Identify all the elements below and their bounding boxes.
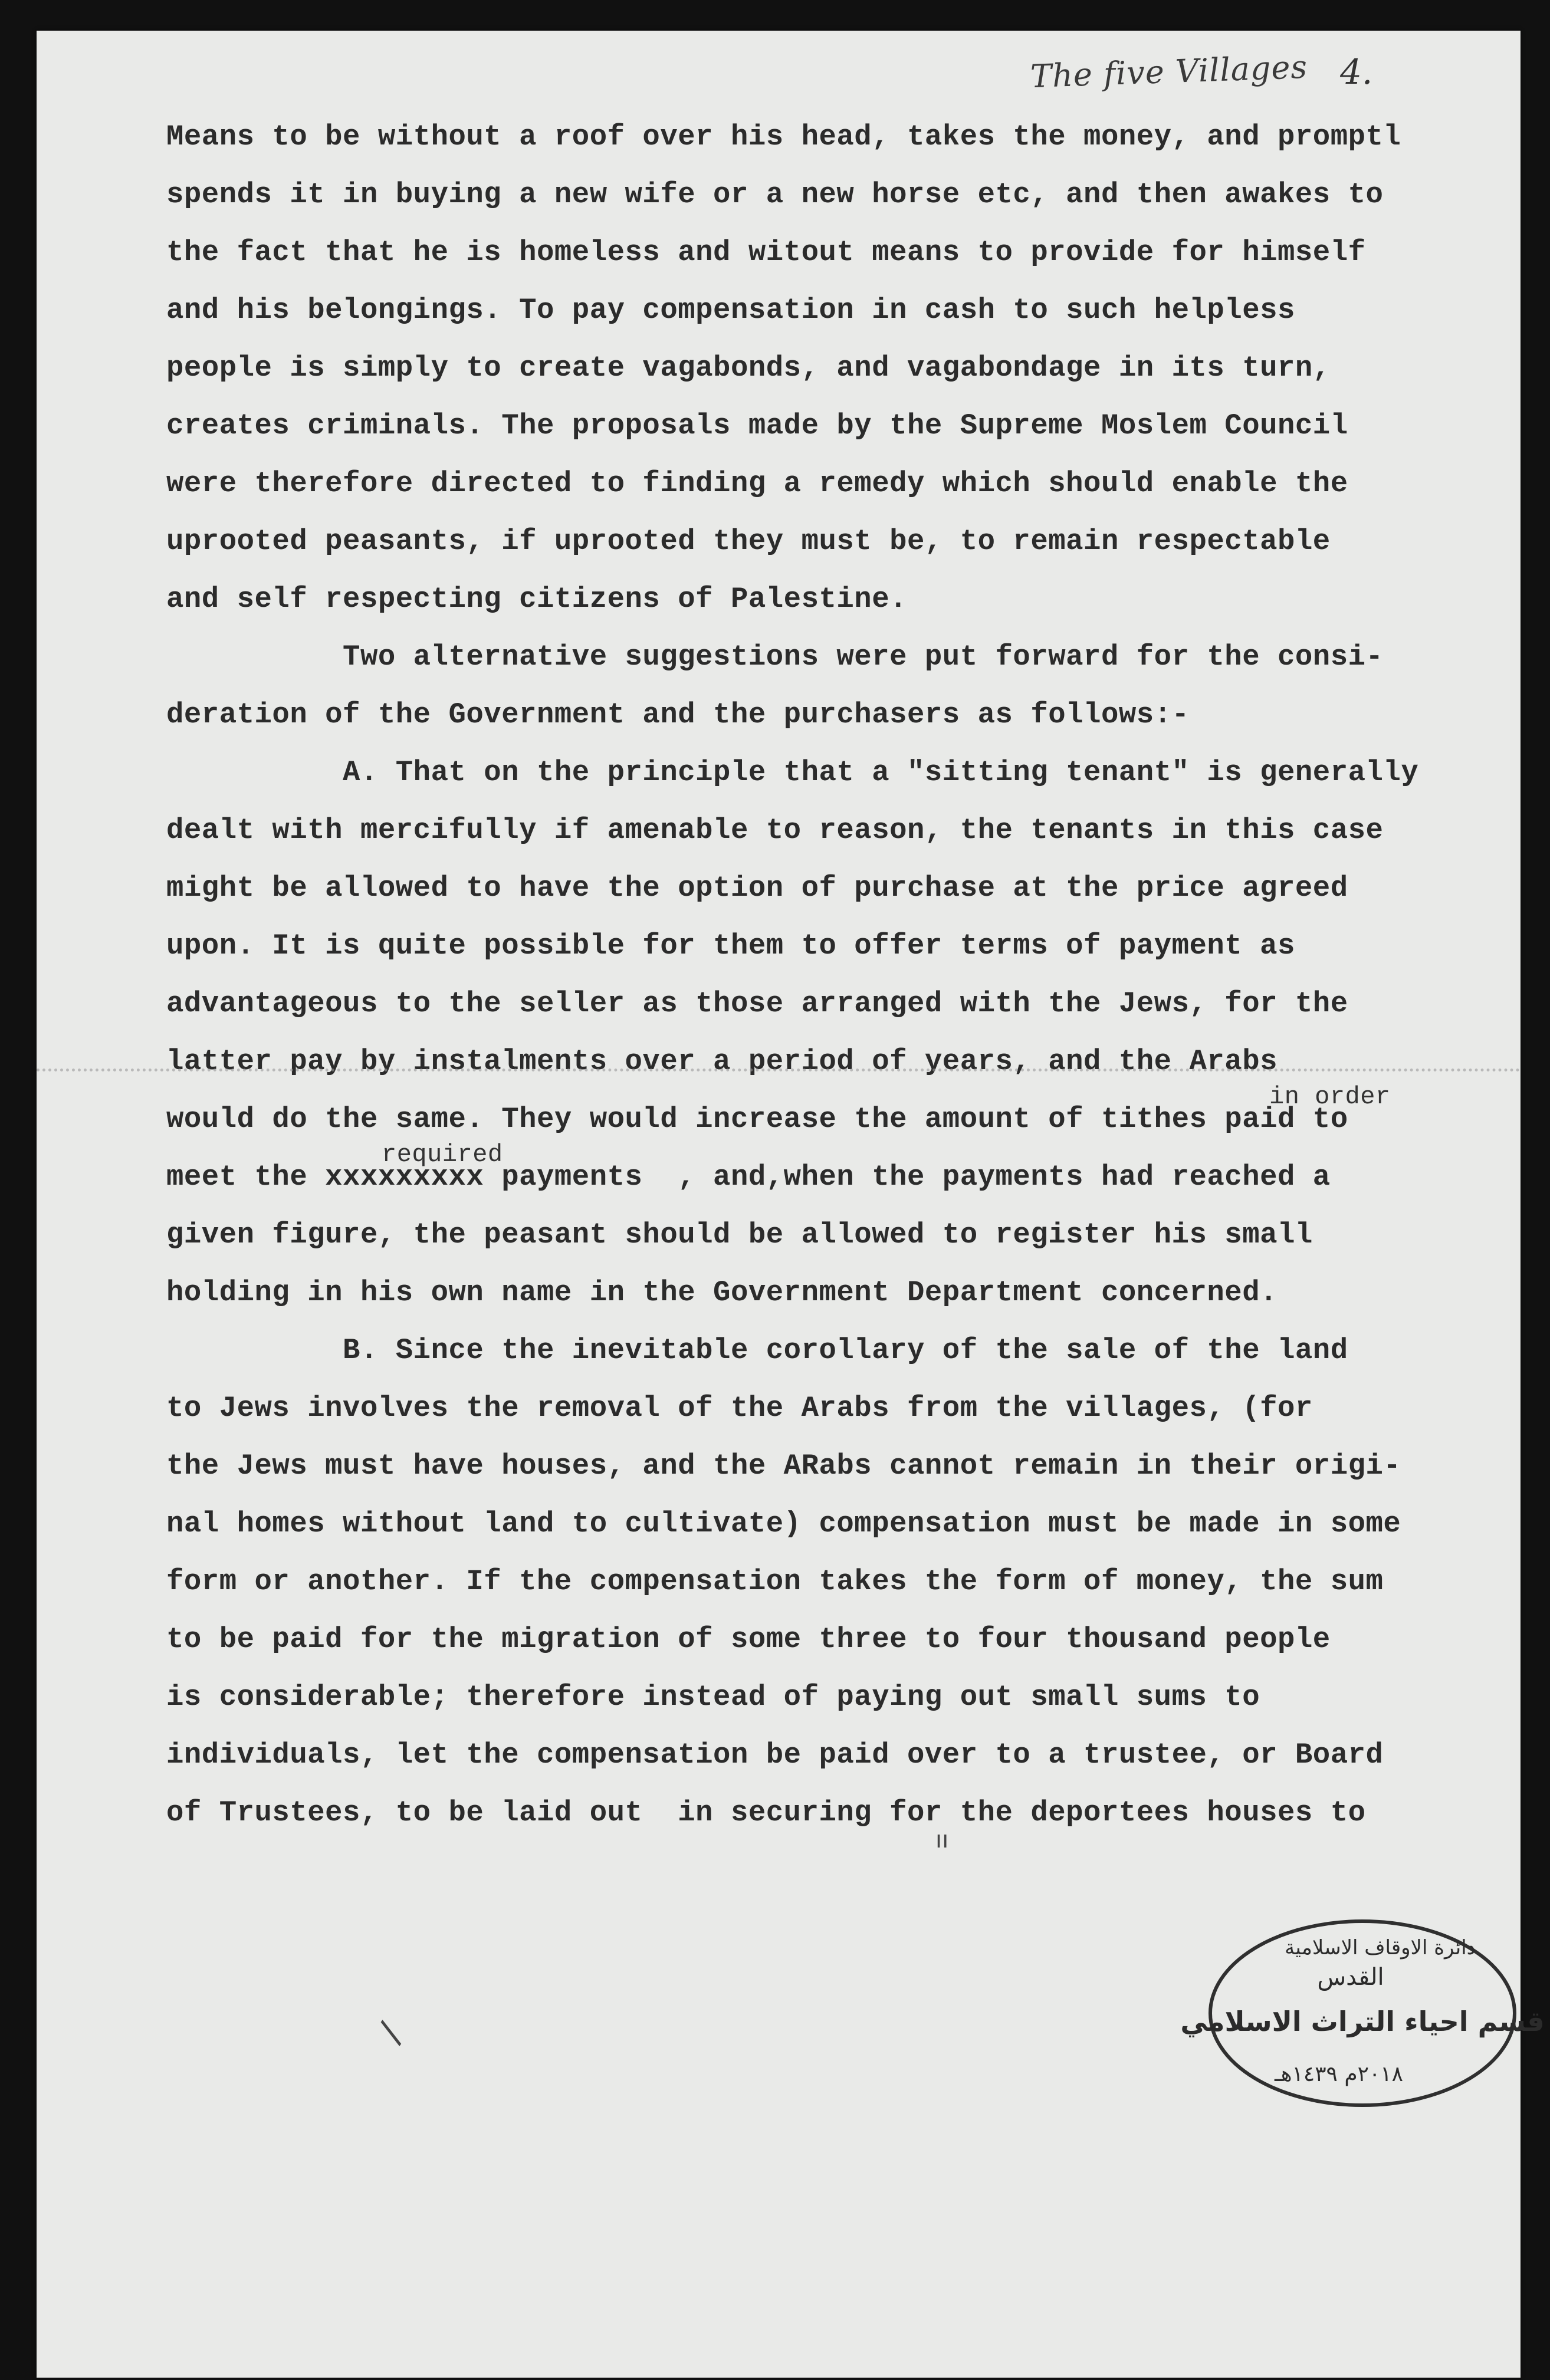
text-line: were therefore directed to finding a remedy which should enable the	[166, 467, 1348, 500]
text-line: the fact that he is homeless and witout means to provide for himself	[166, 236, 1366, 269]
page-number: 4.	[1340, 52, 1373, 92]
text-line: is considerable; therefore instead of paying out small sums to	[166, 1681, 1260, 1714]
text-line: might be allowed to have the option of purchase at the price agreed	[166, 872, 1348, 905]
text-line: deration of the Government and the purchasers as follows:-	[166, 698, 1190, 731]
stamp-line: القدس	[1317, 1964, 1384, 1991]
text-line: and self respecting citizens of Palestine.	[166, 583, 908, 616]
interlinear-insertion: required	[382, 1140, 503, 1169]
text-line: people is simply to create vagabonds, and vagabondage in its turn,	[166, 351, 1331, 384]
text-line: form or another. If the compensation takes the form of money, the sum	[166, 1565, 1384, 1598]
text-line: advantageous to the seller as those arranged with the Jews, for the	[166, 987, 1348, 1020]
text-line: creates criminals. The proposals made by the Supreme Moslem Council	[166, 409, 1348, 442]
text-line: Means to be without a roof over his head, takes the money, and promptl	[166, 120, 1401, 153]
handwritten-annotation: The five Villages	[1030, 48, 1309, 96]
stamp-line: قسم احياء التراث الاسلامي	[1180, 2006, 1545, 2037]
text-line: uprooted peasants, if uprooted they must be, to remain respectable	[166, 525, 1331, 558]
text-line: A. That on the principle that a "sitting tenant" is generally	[166, 756, 1419, 789]
text-line: B. Since the inevitable corollary of the sale of the land	[166, 1334, 1348, 1367]
text-line: would do the same. They would increase the amount of tithes paid to	[166, 1103, 1348, 1136]
stamp-line: ٢٠١٨م ١٤٣٩هـ	[1275, 2062, 1403, 2086]
text-line: Two alternative suggestions were put forward for the consi-	[166, 640, 1384, 673]
text-line: and his belongings. To pay compensation in cash to such helpless	[166, 294, 1295, 327]
text-line: individuals, let the compensation be paid over to a trustee, or Board	[166, 1738, 1384, 1771]
text-line: to Jews involves the removal of the Arabs from the villages, (for	[166, 1392, 1313, 1425]
text-line: the Jews must have houses, and the ARabs cannot remain in their origi-	[166, 1449, 1401, 1482]
interlinear-insertion: in order	[1269, 1083, 1391, 1111]
text-line: latter pay by instalments over a period of years, and the Arabs	[166, 1045, 1278, 1078]
archive-stamp	[1180, 1913, 1545, 2113]
stray-mark: ıı	[935, 1826, 949, 1853]
stamp-line: دائرة الاوقاف الاسلامية	[1285, 1936, 1476, 1960]
text-line: of Trustees, to be laid out in securing for the deportees houses to	[166, 1796, 1366, 1829]
stray-mark: /	[370, 2016, 411, 2050]
text-line: spends it in buying a new wife or a new horse etc, and then awakes to	[166, 178, 1384, 211]
text-line: given figure, the peasant should be allowed to register his small	[166, 1218, 1313, 1251]
text-line: to be paid for the migration of some three to four thousand people	[166, 1623, 1331, 1656]
text-line: dealt with mercifully if amenable to reason, the tenants in this case	[166, 814, 1384, 847]
text-line: holding in his own name in the Government Department concerned.	[166, 1276, 1278, 1309]
fold-line	[37, 1069, 1521, 1071]
text-line: nal homes without land to cultivate) compensation must be made in some	[166, 1507, 1401, 1540]
document-page	[37, 31, 1545, 2378]
text-line: upon. It is quite possible for them to offer terms of payment as	[166, 929, 1295, 962]
text-line: meet the xxxxxxxxx payments , and,when the payments had reached a	[166, 1161, 1331, 1194]
